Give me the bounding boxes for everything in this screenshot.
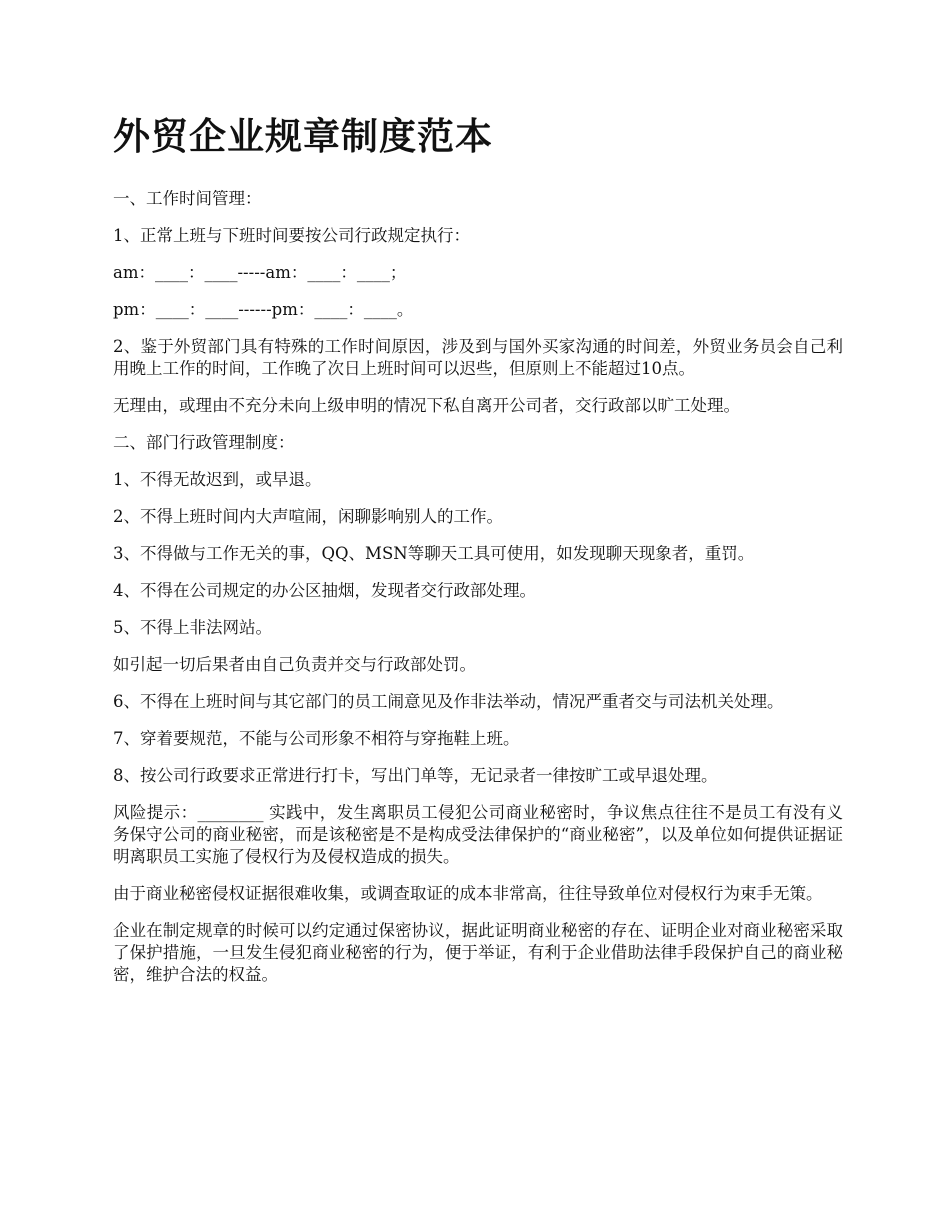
paragraph-work-hours: 1、正常上班与下班时间要按公司行政规定执行： xyxy=(113,226,470,245)
paragraph-overtime-rule: 2、鉴于外贸部门具有特殊的工作时间原因，涉及到与国外买家沟通的时间差，外贸业务员会自己利用晚上工作的时间，工作晚了次日上班时间可以迟些，但原则上不能超过10点。 xyxy=(113,337,843,378)
rule-item-6: 6、不得在上班时间与其它部门的员工闹意见及作非法举动，情况严重者交与司法机关处理。 xyxy=(113,692,784,711)
paragraph-confidentiality: 企业在制定规章的时候可以约定通过保密协议，据此证明商业秘密的存在、证明企业对商业秘密采取了保护措施，一旦发生侵犯商业秘密的行为，便于举证，有利于企业借助法律手段保护自己的商业秘密，维护合法的权益。 xyxy=(113,921,843,984)
document-page xyxy=(113,110,843,1001)
paragraph-risk-notice: 风险提示：________ 实践中，发生离职员工侵犯公司商业秘密时，争议焦点往往不是员工有没有义务保守公司的商业秘密，而是该秘密是不是构成受法律保护的“商业秘密”，以及单位如何提供证据证明离职员工实施了侵权行为及侵权造成的损失。 xyxy=(113,803,843,866)
paragraph-am-hours: am：____：____-----am：____：____； xyxy=(113,263,407,282)
paragraph-consequence: 如引起一切后果者由自己负责并交与行政部处罚。 xyxy=(113,655,476,674)
section-heading-admin: 二、部门行政管理制度： xyxy=(113,433,295,452)
section-heading-work-time: 一、工作时间管理： xyxy=(113,189,262,208)
paragraph-pm-hours: pm：____：____------pm：____：____。 xyxy=(113,300,414,319)
rule-item-2: 2、不得上班时间内大声喧闹，闲聊影响别人的工作。 xyxy=(113,507,503,526)
document-title: 外贸企业规章制度范本 xyxy=(113,114,493,158)
rule-item-3: 3、不得做与工作无关的事，QQ、MSN等聊天工具可使用，如发现聊天现象者，重罚。 xyxy=(113,544,755,563)
rule-item-7: 7、穿着要规范，不能与公司形象不相符与穿拖鞋上班。 xyxy=(113,729,520,748)
rule-item-4: 4、不得在公司规定的办公区抽烟，发现者交行政部处理。 xyxy=(113,581,536,600)
paragraph-absence-rule: 无理由，或理由不充分未向上级申明的情况下私自离开公司者，交行政部以旷工处理。 xyxy=(113,396,740,415)
rule-item-8: 8、按公司行政要求正常进行打卡，写出门单等，无记录者一律按旷工或早退处理。 xyxy=(113,766,718,785)
paragraph-evidence: 由于商业秘密侵权证据很难收集，或调查取证的成本非常高，往往导致单位对侵权行为束手无策。 xyxy=(113,884,823,903)
rule-item-1: 1、不得无故迟到，或早退。 xyxy=(113,470,322,489)
rule-item-5: 5、不得上非法网站。 xyxy=(113,618,272,637)
